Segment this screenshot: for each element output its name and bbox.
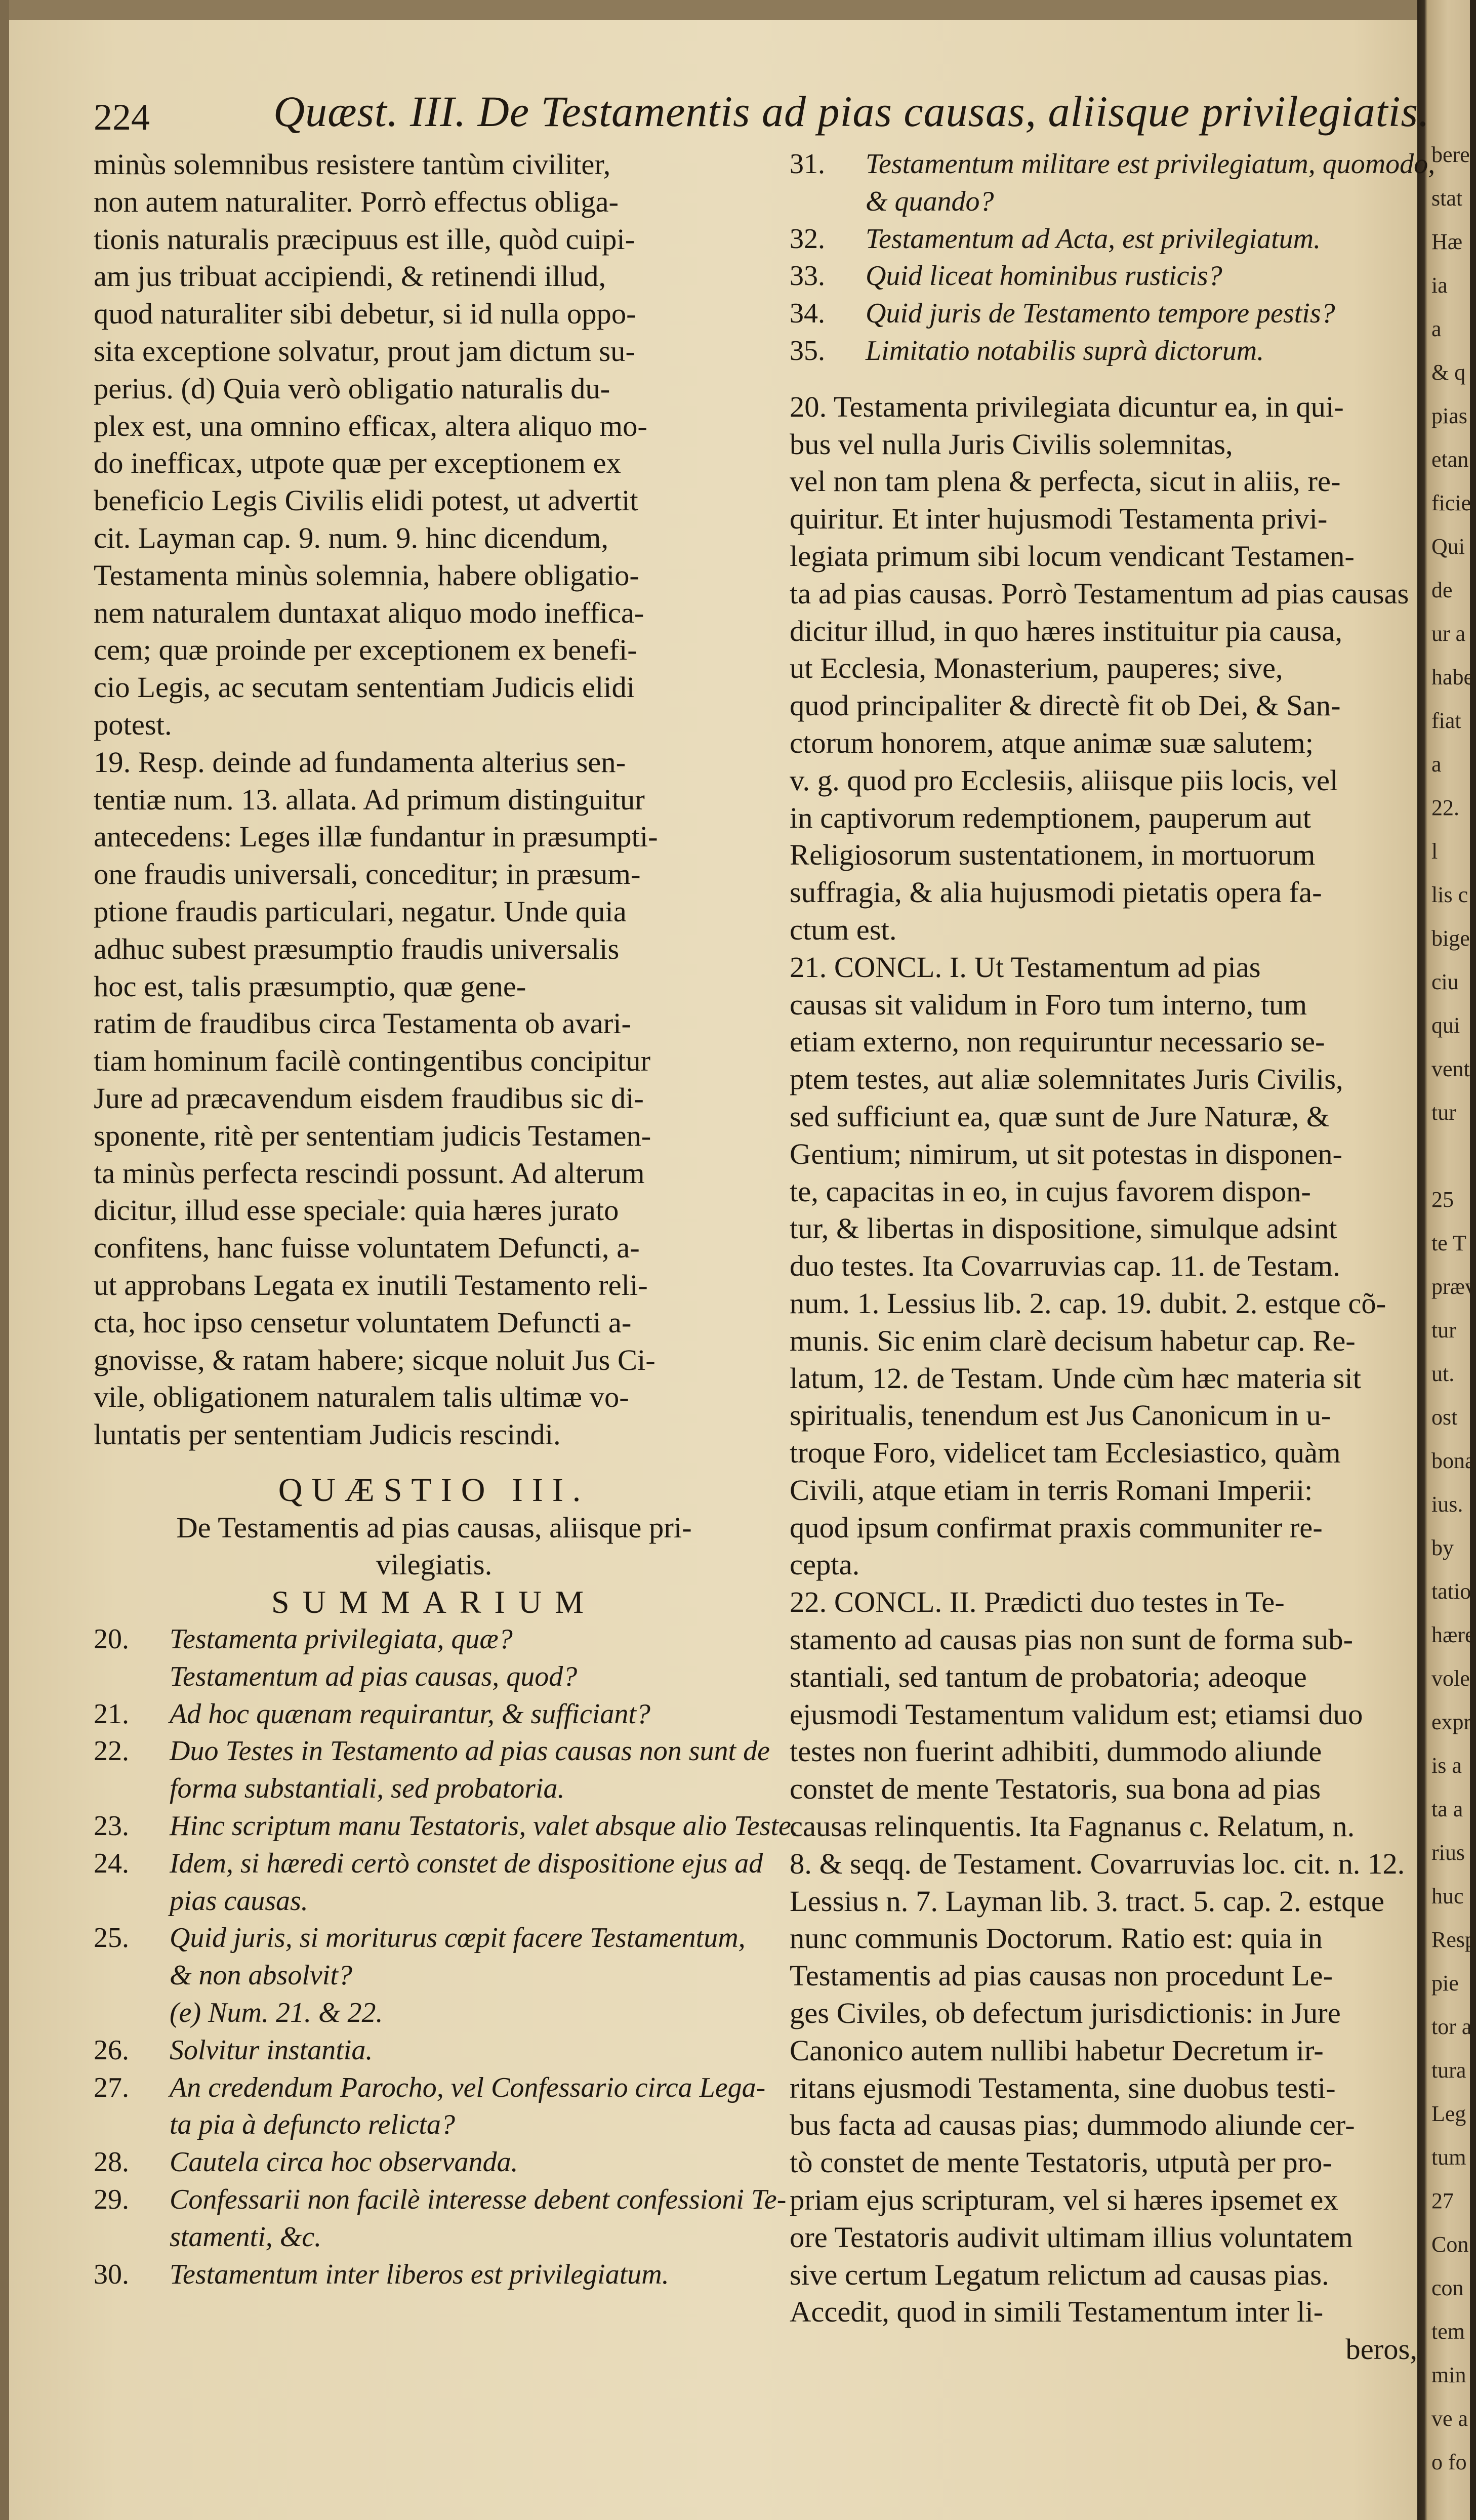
summarium-item [94, 1808, 798, 1845]
facing-page-fragment: ta a [1431, 1797, 1463, 1821]
summarium-text: Quid juris de Testamento tempore pestis? [866, 298, 1335, 330]
body-line: cio Legis, ac secutam sententiam Judicis elidi [94, 671, 635, 704]
body-line: testes non fuerint adhibiti, dummodo aliunde [790, 1735, 1322, 1768]
body-line: 21. CONCL. I. Ut Testamentum ad pias [790, 950, 1261, 984]
facing-page-fragment: pie [1431, 1971, 1459, 1996]
left-column [94, 146, 798, 2293]
facing-page-fragment: ut. [1431, 1361, 1455, 1386]
summarium-number: 28. [94, 2146, 129, 2178]
body-line: spiritualis, tenendum est Jus Canonicum in u- [790, 1399, 1331, 1432]
facing-page-fragment: o fo [1431, 2450, 1467, 2474]
body-line: nunc communis Doctorum. Ratio est: quia in [790, 1922, 1323, 1955]
body-line: quiritur. Et inter hujusmodi Testamenta privi- [790, 502, 1328, 536]
body-line: Religiosorum sustentationem, in mortuorum [790, 838, 1316, 872]
body-line: gnovisse, & ratam habere; sicque noluit Jus Ci- [94, 1343, 655, 1376]
quaestio-title-line: De Testamentis ad pias causas, aliisque pri- [176, 1511, 692, 1544]
summarium-number: 32. [790, 223, 825, 255]
summarium-text: pias causas. [170, 1885, 308, 1917]
body-line: munis. Sic enim clarè decisum habetur cap. Re- [790, 1324, 1356, 1357]
body-line: Jure ad præcavendum eisdem fraudibus sic di- [94, 1081, 644, 1115]
body-line: te, capacitas in eo, in cujus favorem dispon- [790, 1174, 1311, 1208]
body-line: causas sit validum in Foro tum interno, tum [790, 988, 1307, 1021]
summarium-number: 23. [94, 1810, 129, 1842]
summarium-item [790, 221, 1417, 258]
body-line: ritans ejusmodi Testamenta, sine duobus testi- [790, 2071, 1336, 2104]
facing-page-fragment: a [1431, 316, 1442, 341]
body-line: quod ipsum confirmat praxis communiter re- [790, 1511, 1323, 1544]
facing-page-fragment: tor a [1431, 2014, 1472, 2039]
facing-page-fragment: tur [1431, 1100, 1456, 1125]
quaestio-heading: QUÆSTIO III. [278, 1471, 590, 1509]
summarium-item [94, 1696, 774, 1733]
summarium-item [94, 2181, 787, 2219]
summarium-number: 26. [94, 2034, 129, 2066]
facing-page-fragment: bere [1431, 142, 1470, 167]
summarium-item [94, 1621, 774, 1658]
body-line: sponente, ritè per sententiam judicis Testamen- [94, 1119, 651, 1152]
body-line: one fraudis universali, conceditur; in præsum- [94, 858, 641, 891]
spacer [94, 1453, 774, 1472]
body-line: sita exceptione solvatur, prout jam dictum su- [94, 334, 635, 368]
facing-page-fragment: ia [1431, 273, 1448, 298]
summarium-text: Testamentum inter liberos est privilegiatum. [170, 2258, 669, 2290]
body-line: ctum est. [790, 913, 897, 946]
summarium-text: Quid liceat hominibus rusticis? [866, 260, 1222, 292]
summarium-item [94, 1957, 774, 1995]
body-line: potest. [94, 708, 172, 741]
body-line: ta ad pias causas. Porrò Testamentum ad pias causas [790, 577, 1409, 610]
summarium-number: 35. [790, 335, 825, 367]
summarium-text: Limitatio notabilis suprà dictorum. [866, 335, 1264, 367]
body-line: ejusmodi Testamentum validum est; etiamsi duo [790, 1697, 1363, 1731]
facing-page-fragment: vole [1431, 1666, 1470, 1691]
summarium-text: ta pia à defuncto relicta? [170, 2109, 456, 2141]
body-line: stamento ad causas pias non sunt de forma sub- [790, 1623, 1354, 1656]
body-line: troque Foro, videlicet tam Ecclesiastico, quàm [790, 1436, 1341, 1470]
body-line: 22. CONCL. II. Prædicti duo testes in Te- [790, 1586, 1285, 1619]
body-line: vile, obligationem naturalem talis ultimæ vo- [94, 1380, 629, 1414]
body-line: am jus tribuat accipiendi, & retinendi illud, [94, 260, 606, 293]
summarium-item [94, 1883, 774, 1920]
facing-page-fragment: Hæ [1431, 229, 1463, 254]
body-line: beneficio Legis Civilis elidi potest, ut advertit [94, 484, 638, 517]
summarium-item [790, 333, 1417, 370]
body-line: ges Civiles, ob defectum jurisdictionis: in Jure [790, 1997, 1341, 2030]
facing-page-fragment: Con [1431, 2232, 1469, 2257]
body-line: hoc est, talis præsumptio, quæ gene- [94, 969, 526, 1003]
facing-page-fragment: Resp [1431, 1927, 1476, 1952]
facing-page-fragment: a [1431, 752, 1442, 777]
summarium-text: Testamentum ad pias causas, quod? [170, 1660, 578, 1692]
facing-page-fragment: habe [1431, 665, 1474, 689]
facing-page-fragment: te T [1431, 1231, 1466, 1255]
right-column [790, 146, 1436, 2368]
body-line: Civili, atque etiam in terris Romani Imperii: [790, 1473, 1313, 1507]
facing-page-fragment: ciu [1431, 969, 1459, 994]
facing-page-fragment: ur a [1431, 621, 1466, 646]
facing-page-fragment: 25 [1431, 1187, 1454, 1212]
facing-page-fragment: 22. [1431, 795, 1459, 820]
summarium-text: (e) Num. 21. & 22. [170, 1997, 383, 2029]
facing-page-fragment: rius [1431, 1840, 1465, 1865]
body-line: causas relinquentis. Ita Fagnanus c. Relatum, n. [790, 1810, 1355, 1843]
body-line: cit. Layman cap. 9. num. 9. hinc dicendum, [94, 521, 608, 554]
summarium-item [94, 2032, 774, 2069]
body-line: priam ejus scripturam, vel si hæres ipsemet ex [790, 2183, 1338, 2217]
summarium-number: 34. [790, 298, 825, 330]
body-line: suffragia, & alia hujusmodi pietatis opera fa- [790, 876, 1322, 909]
body-line: perius. (d) Quia verò obligatio naturalis du- [94, 372, 610, 405]
facing-page-fragment: con [1431, 2275, 1464, 2300]
quaestio-title-line: vilegiatis. [376, 1548, 493, 1581]
summarium-text: forma substantiali, sed probatoria. [170, 1773, 565, 1805]
body-line: constet de mente Testatoris, sua bona ad pias [790, 1772, 1321, 1806]
left-edge-shadow [0, 0, 9, 2520]
summarium-number: 27. [94, 2071, 129, 2103]
body-line: nem naturalem duntaxat aliquo modo inefficа- [94, 596, 644, 629]
top-edge-shadow [0, 0, 1417, 20]
summarium-number: 24. [94, 1847, 129, 1879]
summarium-text: stamenti, &c. [170, 2221, 322, 2253]
facing-page-fragment: is a [1431, 1753, 1462, 1778]
facing-page-fragment: 27 [1431, 2188, 1454, 2213]
body-line: ptione fraudis particulari, negatur. Unde quia [94, 895, 627, 928]
facing-page-fragment: ost [1431, 1405, 1458, 1430]
summarium-text: Duo Testes in Testamento ad pias causas non sunt de [170, 1735, 770, 1767]
summarium-number: 30. [94, 2258, 129, 2290]
body-line: do inefficax, utpote quæ per exceptionem ex [94, 446, 621, 480]
body-line: etiam externo, non requiruntur necessario se- [790, 1025, 1325, 1059]
body-line: legiata primum sibi locum vendicant Testamen- [790, 539, 1355, 573]
summarium-text: Confessarii non facilè interesse debent confessioni Te- [170, 2184, 787, 2216]
body-line: cepta. [790, 1548, 860, 1581]
body-line: sive certum Legatum relictum ad causas pias. [790, 2258, 1329, 2291]
facing-page-fragment: stat [1431, 186, 1463, 211]
body-line: ctorum honorem, atque animæ suæ salutem; [790, 726, 1314, 759]
body-line: ut approbans Legata ex inutili Testamento reli- [94, 1268, 648, 1302]
catchword: beros, [1345, 2333, 1417, 2366]
summarium-number: 22. [94, 1735, 129, 1767]
summarium-item [790, 146, 1436, 183]
facing-page-fragment: hære [1431, 1622, 1475, 1647]
facing-page-fragment: de [1431, 578, 1453, 602]
body-line: duo testes. Ita Covarruvias cap. 11. de Testam. [790, 1249, 1340, 1283]
body-line: cta, hoc ipso censetur voluntatem Defuncti a- [94, 1306, 632, 1339]
summarium-text: Solvitur instantia. [170, 2034, 373, 2066]
facing-page-edge [1417, 0, 1476, 2520]
facing-page-fragment: l [1431, 839, 1438, 864]
facing-page-fragment: Qui [1431, 534, 1465, 559]
summarium-text: Ad hoc quænam requirantur, & sufficiant? [170, 1698, 650, 1730]
body-line: Testamentis ad pias causas non procedunt Le- [790, 1959, 1333, 1993]
summarium-text: Cautela circa hoc observanda. [170, 2146, 518, 2178]
summarium-text: Testamentum militare est privilegiatum, quomodo, [866, 148, 1436, 180]
summarium-item [790, 295, 1417, 333]
summarium-number: 25. [94, 1922, 129, 1954]
facing-page-fragment: lis c [1431, 882, 1468, 907]
summarium-number: 29. [94, 2184, 129, 2216]
body-line: tiam hominum facilè contingentibus concipitur [94, 1044, 651, 1078]
facing-page-fragment: præv [1431, 1274, 1476, 1299]
facing-page-fragment: by [1431, 1535, 1454, 1560]
summarium-number: 33. [790, 260, 825, 292]
body-line: adhuc subest præsumptio fraudis universalis [94, 932, 620, 965]
body-line: ut Ecclesia, Monasterium, pauperes; sive, [790, 652, 1283, 685]
summarium-item [94, 1770, 774, 1808]
spacer [790, 370, 1417, 388]
body-line: 19. Resp. deinde ad fundamenta alterius sen- [94, 745, 626, 779]
summarium-item [94, 1995, 774, 2032]
facing-page-fragment: fiat [1431, 708, 1461, 733]
facing-page-fragment: ius. [1431, 1492, 1463, 1517]
section-20-second-line: bus vel nulla Juris Civilis solemnitas, [790, 427, 1233, 461]
summarium-text: An credendum Parocho, vel Confessario circa Lega- [170, 2071, 766, 2103]
running-head: Quæst. III. De Testamentis ad pias causas, aliisque privilegiatis. [273, 87, 1430, 136]
body-line: ptem testes, aut aliæ solemnitates Juris Civilis, [790, 1063, 1343, 1096]
body-line: bus facta ad causas pias; dummodo aliunde cer- [790, 2108, 1355, 2142]
page-number: 224 [94, 97, 150, 138]
facing-page-fragment: ficie [1431, 491, 1471, 515]
facing-page-fragment: tatio [1431, 1579, 1471, 1604]
summarium-item [94, 1658, 774, 1696]
summarium-item [94, 2069, 774, 2107]
body-line: tò constet de mente Testatoris, utputà per pro- [790, 2146, 1332, 2179]
body-line: ta minùs perfecta rescindi possunt. Ad alterum [94, 1156, 645, 1190]
facing-page-fragment: qui [1431, 1013, 1460, 1038]
facing-page-fragment: etan [1431, 447, 1469, 472]
summarium-text: Testamenta privilegiata, quæ? [170, 1623, 513, 1655]
facing-page-fragment: tem [1431, 2319, 1465, 2344]
body-line: antecedens: Leges illæ fundantur in præsumpti- [94, 820, 658, 853]
facing-page-fragment: bige [1431, 926, 1470, 951]
summarium-heading: SUMMARIUM [271, 1584, 597, 1620]
body-line: non autem naturaliter. Porrò effectus obliga- [94, 185, 619, 218]
body-line: num. 1. Lessius lib. 2. cap. 19. dubit. 2. estque cõ- [790, 1286, 1386, 1320]
facing-page-fragment: tum [1431, 2145, 1466, 2170]
facing-page-fragment: huc [1431, 1884, 1464, 1908]
body-line: in captivorum redemptionem, pauperum aut [790, 801, 1311, 834]
body-line: tentiæ num. 13. allata. Ad primum distinguitur [94, 783, 645, 816]
body-line: tionis naturalis præcipuus est ille, quòd cuipi- [94, 222, 635, 256]
body-line: ore Testatoris audivit ultimam illius voluntatem [790, 2220, 1353, 2254]
summarium-number: 31. [790, 148, 825, 180]
body-line: plex est, una omnino efficax, altera aliquo mo- [94, 409, 647, 442]
summarium-item [94, 2144, 774, 2181]
body-line: v. g. quod pro Ecclesiis, aliisque piis locis, vel [790, 763, 1338, 797]
body-line: Lessius n. 7. Layman lib. 3. tract. 5. cap. 2. estque [790, 1884, 1384, 1918]
summarium-text: & quando? [866, 185, 994, 217]
body-line: Testamenta minùs solemnia, habere obligatio- [94, 558, 639, 592]
section-20-first-line: 20. Testamenta privilegiata dicuntur ea, in qui- [790, 390, 1344, 423]
summarium-item [94, 1733, 774, 1770]
body-line: 8. & seqq. de Testament. Covarruvias loc. cit. n. 12. [790, 1847, 1405, 1880]
body-line: dicitur illud, in quo hæres instituitur pia causa, [790, 614, 1342, 647]
summarium-text: Hinc scriptum manu Testatoris, valet absque alio Teste. [170, 1810, 798, 1842]
summarium-item [790, 258, 1417, 295]
body-line: Gentium; nimirum, ut sit potestas in disponen- [790, 1137, 1343, 1170]
summarium-item [94, 2256, 774, 2294]
body-line: stantiali, sed tantum de probatoria; adeoque [790, 1660, 1307, 1693]
page-header [94, 86, 1430, 142]
summarium-item [94, 2106, 774, 2144]
summarium-item [94, 1845, 774, 1883]
body-line: minùs solemnibus resistere tantùm civiliter, [94, 148, 611, 181]
body-line: sed sufficiunt ea, quæ sunt de Jure Naturæ, & [790, 1100, 1330, 1133]
body-line: cem; quæ proinde per exceptionem ex benefi- [94, 633, 637, 667]
summarium-item [94, 1920, 774, 1957]
summarium-text: & non absolvit? [170, 1960, 352, 1991]
facing-page-fragment: & q [1431, 360, 1466, 385]
facing-page-fragment: Leg [1431, 2101, 1466, 2126]
body-line: vel non tam plena & perfecta, sicut in aliis, re- [790, 465, 1341, 498]
facing-page-fragment: expr [1431, 1710, 1471, 1734]
summarium-text: Idem, si hæredi certò constet de dispositione ejus ad [170, 1847, 763, 1879]
body-line: luntatis per sententiam Judicis rescindi. [94, 1418, 561, 1451]
body-line: ratim de fraudibus circa Testamenta ob avari- [94, 1007, 632, 1040]
facing-page-fragment: bona [1431, 1448, 1475, 1473]
body-line: latum, 12. de Testam. Unde cùm hæc materia sit [790, 1361, 1361, 1395]
body-line: dicitur, illud esse speciale: quia hæres jurato [94, 1194, 619, 1227]
body-line: Accedit, quod in simili Testamentum inter li- [790, 2295, 1324, 2329]
facing-page-fragment: ve a [1431, 2406, 1468, 2431]
summarium-item [790, 183, 1417, 221]
summarium-text: Quid juris, si moriturus cœpit facere Testamentum, [170, 1922, 746, 1954]
summarium-text: Testamentum ad Acta, est privilegiatum. [866, 223, 1321, 255]
summarium-number: 20. [94, 1623, 129, 1655]
facing-page-fragment: tur [1431, 1318, 1456, 1343]
body-line: confitens, hanc fuisse voluntatem Defuncti, a- [94, 1231, 640, 1265]
body-line: Canonico autem nullibi habetur Decretum ir- [790, 2034, 1324, 2067]
summarium-number: 21. [94, 1698, 129, 1730]
body-line: quod naturaliter sibi debetur, si id nulla oppo- [94, 297, 636, 331]
body-line: quod principaliter & directè fit ob Dei, & San- [790, 689, 1341, 722]
facing-page-fragment: tura [1431, 2058, 1466, 2083]
facing-page-fragment: pias [1431, 403, 1467, 428]
facing-page-fragment: vent [1431, 1056, 1470, 1081]
summarium-item [94, 2219, 774, 2256]
body-line: tur, & libertas in dispositione, simulque adsint [790, 1212, 1337, 1245]
facing-page-fragment: min [1431, 2363, 1466, 2387]
